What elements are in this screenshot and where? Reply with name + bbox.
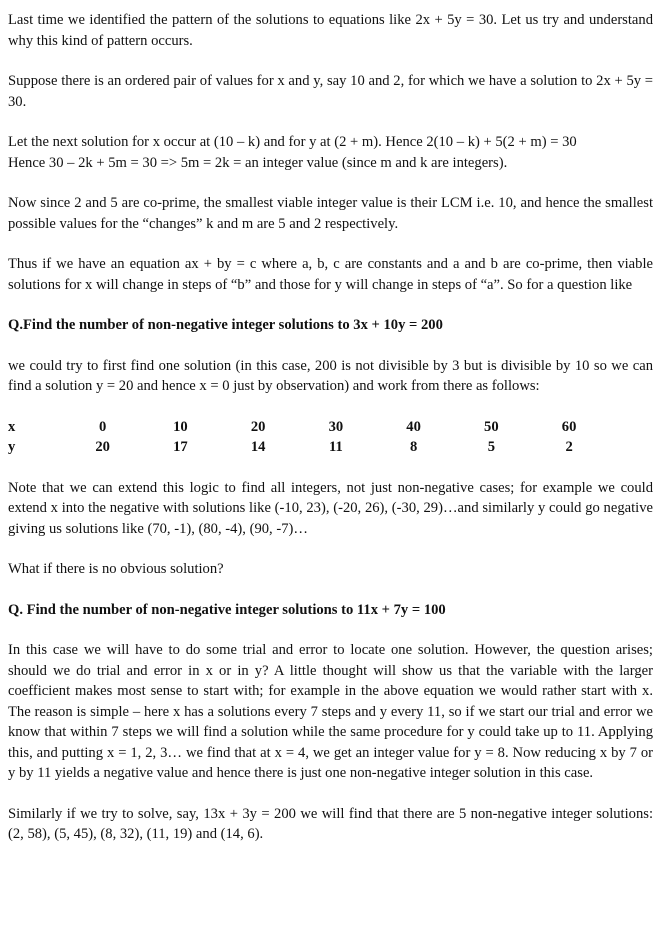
x-value-cell: 50	[484, 418, 499, 435]
x-value-cell: 30	[328, 418, 344, 435]
x-value-cell: 60	[561, 418, 577, 435]
x-value-cell: 0	[99, 418, 107, 435]
x-row-label: x	[8, 418, 16, 435]
y-value-cell: 2	[565, 439, 573, 455]
y-value-cell: 20	[95, 439, 110, 455]
x-value-cell: 10	[173, 418, 188, 435]
derivation-paragraph	[8, 132, 653, 173]
similar-example-paragraph: Similarly if we try to solve, say, 13x + 3y = 200 we will find that there are 5 non-negative integer solutions: (2, 58), (5, 45), (8, 32), (11, 19) and (14, 6).	[8, 805, 653, 842]
intro-paragraph: Last time we identified the pattern of the solutions to equations like 2x + 5y = 30. Let us try and understand why this kind of pattern occurs.	[8, 12, 653, 49]
no-obvious-solution-paragraph: What if there is no obvious solution?	[8, 561, 224, 577]
document-page	[8, 10, 653, 865]
x-value-cell: 40	[406, 418, 421, 435]
derivation-line-1: Let the next solution for x occur at (10 – k) and for y at (2 + m). Hence 2(10 – k) + 5(2 + m) = 30	[8, 134, 577, 150]
y-value-cell: 11	[328, 439, 343, 455]
solution-table-y-row	[8, 437, 608, 458]
question-2-heading: Q. Find the number of non-negative integer solutions to 11x + 7y = 100	[8, 601, 446, 618]
trial-and-error-paragraph: In this case we will have to do some trial and error to locate one solution. However, the question arises; should we do trial and error in x or in y? A little thought will show us that the variable with the larger coefficient makes most sense to start with; for example in the above equation we would rather start with x. The reason is simple – here x has a solutions every 7 steps and y every 11, so if we start our trial and error we know that within 7 steps we will find a solution while the same procedure for y could take up to 11. Applying this, and putting x = 1, 2, 3… we find that at x = 4, we get an integer value for y = 8. Now reducing x by 7 or y by 11 yields a negative value and hence there is just one non-negative integer solution in this case.	[8, 642, 653, 781]
y-value-cell: 14	[250, 439, 266, 455]
solution-table-x-row	[8, 417, 608, 438]
extension-paragraph: Note that we can extend this logic to find all integers, not just non-negative cases; for example we could extend x into the negative with solutions like (-10, 23), (-20, 26), (-30, 29)…and similarly y could go negative giving us solutions like (70, -1), (80, -4), (90, -7)…	[8, 479, 653, 537]
question-1-heading: Q.Find the number of non-negative integer solutions to 3x + 10y = 200	[8, 317, 443, 333]
y-value-cell: 5	[487, 439, 495, 455]
general-rule-paragraph: Thus if we have an equation ax + by = c where a, b, c are constants and a and b are co-prime, then viable solutions for x will change in steps of “b” and those for y will change in steps of “a”. So for a question like	[8, 256, 653, 293]
y-value-cell: 8	[409, 439, 418, 455]
y-row-label: y	[8, 439, 16, 455]
coprime-paragraph: Now since 2 and 5 are co-prime, the smallest viable integer value is their LCM i.e. 10, and hence the smallest possible values for the “changes” k and m are 5 and 2 respectively.	[8, 195, 653, 232]
derivation-line-2: Hence 30 – 2k + 5m = 30 => 5m = 2k = an integer value (since m and k are integers).	[8, 154, 508, 171]
y-value-cell: 17	[173, 439, 188, 455]
ordered-pair-paragraph: Suppose there is an ordered pair of values for x and y, say 10 and 2, for which we have a solution to 2x + 5y = 30.	[8, 73, 653, 110]
x-value-cell: 20	[250, 418, 266, 435]
solution-table	[8, 417, 608, 458]
first-solution-paragraph: we could try to first find one solution (in this case, 200 is not divisible by 3 but is divisible by 10 so we can find a solution y = 20 and hence x = 0 just by observation) and work from there as follows:	[8, 357, 653, 394]
